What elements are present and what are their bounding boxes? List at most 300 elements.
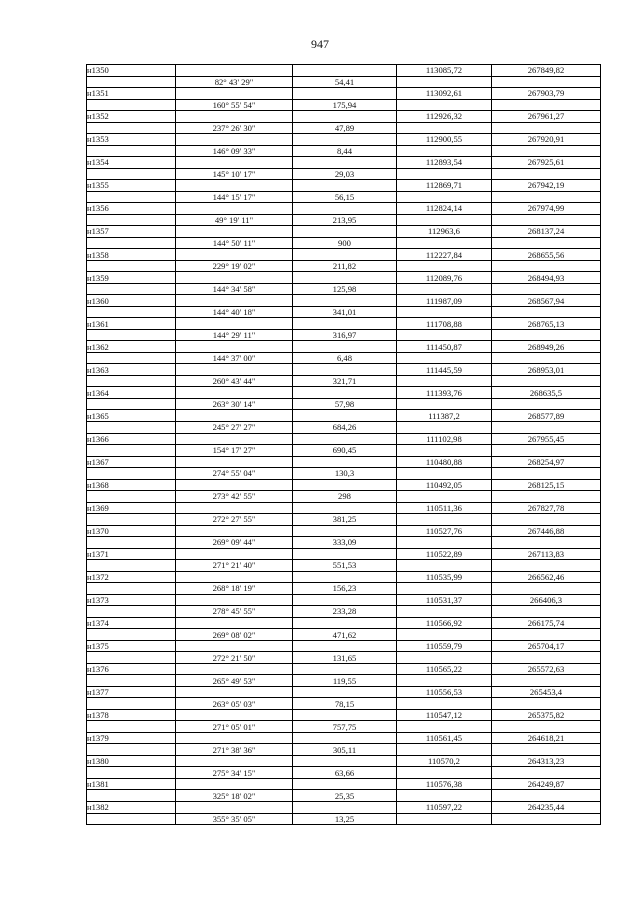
- x-coordinate-cell: 112869,71: [397, 180, 492, 192]
- direction-angle-cell: 144° 29' 11": [176, 329, 293, 341]
- empty-cell: [176, 111, 293, 123]
- point-id-cell: н1373: [87, 594, 176, 606]
- segment-row: [87, 306, 601, 318]
- point-row: [87, 157, 601, 169]
- y-coordinate-cell: 266175,74: [492, 617, 601, 629]
- distance-cell: 156,23: [293, 583, 397, 595]
- empty-cell: [492, 398, 601, 410]
- distance-cell: 316,97: [293, 329, 397, 341]
- empty-cell: [293, 157, 397, 169]
- empty-cell: [492, 191, 601, 203]
- empty-cell: [397, 537, 492, 549]
- y-coordinate-cell: 267920,91: [492, 134, 601, 146]
- point-id-cell: н1372: [87, 571, 176, 583]
- empty-cell: [397, 468, 492, 480]
- y-coordinate-cell: 268953,01: [492, 364, 601, 376]
- empty-cell: [492, 468, 601, 480]
- empty-cell: [176, 456, 293, 468]
- empty-cell: [397, 606, 492, 618]
- segment-row: [87, 491, 601, 503]
- empty-cell: [397, 99, 492, 111]
- empty-cell: [176, 571, 293, 583]
- empty-cell: [492, 260, 601, 272]
- point-row: [87, 594, 601, 606]
- y-coordinate-cell: 264313,23: [492, 755, 601, 767]
- point-id-cell: н1367: [87, 456, 176, 468]
- segment-row: [87, 445, 601, 457]
- empty-cell: [176, 525, 293, 537]
- empty-cell: [293, 364, 397, 376]
- point-id-cell: н1364: [87, 387, 176, 399]
- point-id-cell: н1365: [87, 410, 176, 422]
- segment-row: [87, 191, 601, 203]
- x-coordinate-cell: 112926,32: [397, 111, 492, 123]
- distance-cell: 56,15: [293, 191, 397, 203]
- empty-cell: [176, 663, 293, 675]
- empty-cell: [293, 663, 397, 675]
- empty-cell: [492, 168, 601, 180]
- direction-angle-cell: 274° 55' 04": [176, 468, 293, 480]
- empty-cell: [492, 583, 601, 595]
- direction-angle-cell: 272° 21' 50": [176, 652, 293, 664]
- empty-cell: [492, 652, 601, 664]
- y-coordinate-cell: 268567,94: [492, 295, 601, 307]
- direction-angle-cell: 271° 38' 36": [176, 744, 293, 756]
- empty-cell: [397, 375, 492, 387]
- empty-cell: [397, 306, 492, 318]
- y-coordinate-cell: 268125,15: [492, 479, 601, 491]
- x-coordinate-cell: 111708,88: [397, 318, 492, 330]
- direction-angle-cell: 144° 50' 11": [176, 237, 293, 249]
- point-row: [87, 341, 601, 353]
- direction-angle-cell: 144° 37' 00": [176, 352, 293, 364]
- distance-cell: 551,53: [293, 560, 397, 572]
- y-coordinate-cell: 268635,5: [492, 387, 601, 399]
- empty-cell: [397, 145, 492, 157]
- point-id-cell: н1377: [87, 686, 176, 698]
- y-coordinate-cell: 267827,78: [492, 502, 601, 514]
- empty-cell: [397, 652, 492, 664]
- x-coordinate-cell: 110565,22: [397, 663, 492, 675]
- segment-row: [87, 260, 601, 272]
- empty-cell: [397, 583, 492, 595]
- empty-cell: [87, 583, 176, 595]
- empty-cell: [492, 283, 601, 295]
- segment-row: [87, 99, 601, 111]
- empty-cell: [87, 744, 176, 756]
- segment-row: [87, 375, 601, 387]
- empty-cell: [176, 341, 293, 353]
- empty-cell: [492, 721, 601, 733]
- segment-row: [87, 283, 601, 295]
- y-coordinate-cell: 268577,89: [492, 410, 601, 422]
- direction-angle-cell: 245° 27' 27": [176, 421, 293, 433]
- empty-cell: [87, 214, 176, 226]
- segment-row: [87, 76, 601, 88]
- empty-cell: [492, 214, 601, 226]
- x-coordinate-cell: 110527,76: [397, 525, 492, 537]
- empty-cell: [293, 778, 397, 790]
- empty-cell: [492, 560, 601, 572]
- distance-cell: 13,25: [293, 813, 397, 825]
- empty-cell: [397, 514, 492, 526]
- empty-cell: [293, 111, 397, 123]
- empty-cell: [397, 260, 492, 272]
- y-coordinate-cell: 266406,3: [492, 594, 601, 606]
- empty-cell: [397, 168, 492, 180]
- y-coordinate-cell: 265572,63: [492, 663, 601, 675]
- distance-cell: 690,45: [293, 445, 397, 457]
- y-coordinate-cell: 267961,27: [492, 111, 601, 123]
- empty-cell: [176, 802, 293, 814]
- empty-cell: [87, 191, 176, 203]
- point-id-cell: н1368: [87, 479, 176, 491]
- empty-cell: [87, 375, 176, 387]
- point-id-cell: н1370: [87, 525, 176, 537]
- point-row: [87, 502, 601, 514]
- empty-cell: [87, 168, 176, 180]
- empty-cell: [397, 122, 492, 134]
- empty-cell: [397, 445, 492, 457]
- point-id-cell: н1351: [87, 88, 176, 100]
- empty-cell: [87, 813, 176, 825]
- point-row: [87, 180, 601, 192]
- y-coordinate-cell: 267446,88: [492, 525, 601, 537]
- y-coordinate-cell: 267942,19: [492, 180, 601, 192]
- empty-cell: [293, 387, 397, 399]
- empty-cell: [397, 560, 492, 572]
- empty-cell: [492, 237, 601, 249]
- empty-cell: [293, 203, 397, 215]
- empty-cell: [492, 145, 601, 157]
- segment-row: [87, 790, 601, 802]
- point-row: [87, 318, 601, 330]
- distance-cell: 321,71: [293, 375, 397, 387]
- empty-cell: [87, 122, 176, 134]
- direction-angle-cell: 154° 17' 27": [176, 445, 293, 457]
- point-row: [87, 295, 601, 307]
- empty-cell: [492, 306, 601, 318]
- direction-angle-cell: 275° 34' 15": [176, 767, 293, 779]
- y-coordinate-cell: 267955,45: [492, 433, 601, 445]
- empty-cell: [397, 283, 492, 295]
- direction-angle-cell: 269° 08' 02": [176, 629, 293, 641]
- coordinates-table: [86, 64, 601, 825]
- empty-cell: [293, 249, 397, 261]
- empty-cell: [176, 157, 293, 169]
- point-id-cell: н1363: [87, 364, 176, 376]
- empty-cell: [293, 318, 397, 330]
- distance-cell: 8,44: [293, 145, 397, 157]
- segment-row: [87, 721, 601, 733]
- empty-cell: [176, 594, 293, 606]
- empty-cell: [293, 594, 397, 606]
- point-row: [87, 272, 601, 284]
- point-id-cell: н1380: [87, 755, 176, 767]
- empty-cell: [492, 790, 601, 802]
- empty-cell: [293, 802, 397, 814]
- point-id-cell: н1369: [87, 502, 176, 514]
- empty-cell: [397, 214, 492, 226]
- x-coordinate-cell: 111987,09: [397, 295, 492, 307]
- point-id-cell: н1381: [87, 778, 176, 790]
- empty-cell: [176, 410, 293, 422]
- empty-cell: [492, 514, 601, 526]
- empty-cell: [87, 790, 176, 802]
- point-row: [87, 686, 601, 698]
- empty-cell: [397, 813, 492, 825]
- x-coordinate-cell: 113092,61: [397, 88, 492, 100]
- empty-cell: [397, 744, 492, 756]
- point-row: [87, 65, 601, 77]
- empty-cell: [293, 548, 397, 560]
- empty-cell: [492, 491, 601, 503]
- point-row: [87, 709, 601, 721]
- distance-cell: 29,03: [293, 168, 397, 180]
- y-coordinate-cell: 268655,56: [492, 249, 601, 261]
- y-coordinate-cell: 267113,83: [492, 548, 601, 560]
- empty-cell: [492, 767, 601, 779]
- distance-cell: 211,82: [293, 260, 397, 272]
- y-coordinate-cell: 265375,82: [492, 709, 601, 721]
- direction-angle-cell: 260° 43' 44": [176, 375, 293, 387]
- empty-cell: [492, 629, 601, 641]
- empty-cell: [492, 813, 601, 825]
- y-coordinate-cell: 264618,21: [492, 732, 601, 744]
- empty-cell: [176, 433, 293, 445]
- empty-cell: [87, 675, 176, 687]
- page-number: 947: [311, 37, 329, 51]
- x-coordinate-cell: 111387,2: [397, 410, 492, 422]
- empty-cell: [87, 99, 176, 111]
- empty-cell: [293, 433, 397, 445]
- direction-angle-cell: 269° 09' 44": [176, 537, 293, 549]
- x-coordinate-cell: 111102,98: [397, 433, 492, 445]
- empty-cell: [397, 491, 492, 503]
- point-row: [87, 111, 601, 123]
- distance-cell: 125,98: [293, 283, 397, 295]
- direction-angle-cell: 278° 45' 55": [176, 606, 293, 618]
- empty-cell: [293, 456, 397, 468]
- empty-cell: [176, 318, 293, 330]
- empty-cell: [492, 76, 601, 88]
- empty-cell: [293, 571, 397, 583]
- segment-row: [87, 767, 601, 779]
- empty-cell: [293, 709, 397, 721]
- empty-cell: [87, 468, 176, 480]
- point-row: [87, 88, 601, 100]
- empty-cell: [293, 686, 397, 698]
- point-row: [87, 410, 601, 422]
- x-coordinate-cell: 110570,2: [397, 755, 492, 767]
- y-coordinate-cell: 264249,87: [492, 778, 601, 790]
- point-id-cell: н1374: [87, 617, 176, 629]
- empty-cell: [397, 629, 492, 641]
- empty-cell: [176, 226, 293, 238]
- empty-cell: [176, 617, 293, 629]
- distance-cell: 119,55: [293, 675, 397, 687]
- y-coordinate-cell: 265453,4: [492, 686, 601, 698]
- segment-row: [87, 675, 601, 687]
- x-coordinate-cell: 111445,59: [397, 364, 492, 376]
- distance-cell: 233,28: [293, 606, 397, 618]
- segment-row: [87, 514, 601, 526]
- segment-row: [87, 652, 601, 664]
- empty-cell: [87, 445, 176, 457]
- empty-cell: [87, 398, 176, 410]
- empty-cell: [176, 778, 293, 790]
- empty-cell: [176, 272, 293, 284]
- empty-cell: [397, 329, 492, 341]
- empty-cell: [492, 445, 601, 457]
- segment-row: [87, 813, 601, 825]
- y-coordinate-cell: 265704,17: [492, 640, 601, 652]
- x-coordinate-cell: 110511,36: [397, 502, 492, 514]
- direction-angle-cell: 229° 19' 02": [176, 260, 293, 272]
- empty-cell: [87, 491, 176, 503]
- x-coordinate-cell: 111393,76: [397, 387, 492, 399]
- empty-cell: [176, 65, 293, 77]
- empty-cell: [492, 122, 601, 134]
- x-coordinate-cell: 110576,38: [397, 778, 492, 790]
- point-row: [87, 640, 601, 652]
- segment-row: [87, 122, 601, 134]
- x-coordinate-cell: 111450,87: [397, 341, 492, 353]
- segment-row: [87, 329, 601, 341]
- point-id-cell: н1361: [87, 318, 176, 330]
- y-coordinate-cell: 264235,44: [492, 802, 601, 814]
- point-id-cell: н1358: [87, 249, 176, 261]
- point-id-cell: н1375: [87, 640, 176, 652]
- x-coordinate-cell: 110556,53: [397, 686, 492, 698]
- empty-cell: [397, 76, 492, 88]
- distance-cell: 305,11: [293, 744, 397, 756]
- point-row: [87, 525, 601, 537]
- point-row: [87, 732, 601, 744]
- point-id-cell: н1350: [87, 65, 176, 77]
- empty-cell: [397, 398, 492, 410]
- direction-angle-cell: 271° 05' 01": [176, 721, 293, 733]
- empty-cell: [87, 306, 176, 318]
- segment-row: [87, 145, 601, 157]
- empty-cell: [293, 755, 397, 767]
- empty-cell: [176, 479, 293, 491]
- empty-cell: [293, 226, 397, 238]
- empty-cell: [87, 421, 176, 433]
- distance-cell: 341,01: [293, 306, 397, 318]
- direction-angle-cell: 49° 19' 11": [176, 214, 293, 226]
- empty-cell: [293, 640, 397, 652]
- x-coordinate-cell: 112900,55: [397, 134, 492, 146]
- empty-cell: [293, 88, 397, 100]
- segment-row: [87, 168, 601, 180]
- segment-row: [87, 698, 601, 710]
- empty-cell: [492, 329, 601, 341]
- distance-cell: 130,3: [293, 468, 397, 480]
- empty-cell: [87, 652, 176, 664]
- empty-cell: [176, 755, 293, 767]
- direction-angle-cell: 265° 49' 53": [176, 675, 293, 687]
- direction-angle-cell: 272° 27' 55": [176, 514, 293, 526]
- x-coordinate-cell: 110531,37: [397, 594, 492, 606]
- point-id-cell: н1359: [87, 272, 176, 284]
- empty-cell: [397, 352, 492, 364]
- distance-cell: 175,94: [293, 99, 397, 111]
- point-row: [87, 548, 601, 560]
- x-coordinate-cell: 110522,89: [397, 548, 492, 560]
- x-coordinate-cell: 110566,92: [397, 617, 492, 629]
- empty-cell: [87, 560, 176, 572]
- point-id-cell: н1356: [87, 203, 176, 215]
- empty-cell: [492, 537, 601, 549]
- empty-cell: [176, 295, 293, 307]
- point-row: [87, 802, 601, 814]
- empty-cell: [492, 606, 601, 618]
- empty-cell: [87, 721, 176, 733]
- empty-cell: [492, 375, 601, 387]
- empty-cell: [492, 352, 601, 364]
- y-coordinate-cell: 267974,99: [492, 203, 601, 215]
- empty-cell: [293, 341, 397, 353]
- point-id-cell: н1362: [87, 341, 176, 353]
- direction-angle-cell: 263° 30' 14": [176, 398, 293, 410]
- x-coordinate-cell: 112089,76: [397, 272, 492, 284]
- x-coordinate-cell: 112893,54: [397, 157, 492, 169]
- x-coordinate-cell: 112227,84: [397, 249, 492, 261]
- distance-cell: 47,89: [293, 122, 397, 134]
- empty-cell: [176, 387, 293, 399]
- distance-cell: 78,15: [293, 698, 397, 710]
- empty-cell: [87, 629, 176, 641]
- distance-cell: 213,95: [293, 214, 397, 226]
- segment-row: [87, 629, 601, 641]
- y-coordinate-cell: 268494,93: [492, 272, 601, 284]
- point-id-cell: н1352: [87, 111, 176, 123]
- direction-angle-cell: 144° 34' 58": [176, 283, 293, 295]
- empty-cell: [293, 295, 397, 307]
- point-id-cell: н1378: [87, 709, 176, 721]
- empty-cell: [397, 698, 492, 710]
- segment-row: [87, 606, 601, 618]
- segment-row: [87, 352, 601, 364]
- segment-row: [87, 214, 601, 226]
- point-id-cell: н1360: [87, 295, 176, 307]
- empty-cell: [293, 134, 397, 146]
- segment-row: [87, 537, 601, 549]
- distance-cell: 54,41: [293, 76, 397, 88]
- empty-cell: [176, 709, 293, 721]
- distance-cell: 471,62: [293, 629, 397, 641]
- point-id-cell: н1355: [87, 180, 176, 192]
- segment-row: [87, 583, 601, 595]
- empty-cell: [492, 744, 601, 756]
- empty-cell: [397, 421, 492, 433]
- segment-row: [87, 237, 601, 249]
- x-coordinate-cell: 112963,6: [397, 226, 492, 238]
- point-row: [87, 203, 601, 215]
- direction-angle-cell: 263° 05' 03": [176, 698, 293, 710]
- empty-cell: [176, 134, 293, 146]
- empty-cell: [492, 99, 601, 111]
- x-coordinate-cell: 110547,12: [397, 709, 492, 721]
- empty-cell: [176, 364, 293, 376]
- empty-cell: [176, 180, 293, 192]
- direction-angle-cell: 160° 55' 54": [176, 99, 293, 111]
- x-coordinate-cell: 110559,79: [397, 640, 492, 652]
- direction-angle-cell: 82° 43' 29": [176, 76, 293, 88]
- y-coordinate-cell: 266562,46: [492, 571, 601, 583]
- point-row: [87, 617, 601, 629]
